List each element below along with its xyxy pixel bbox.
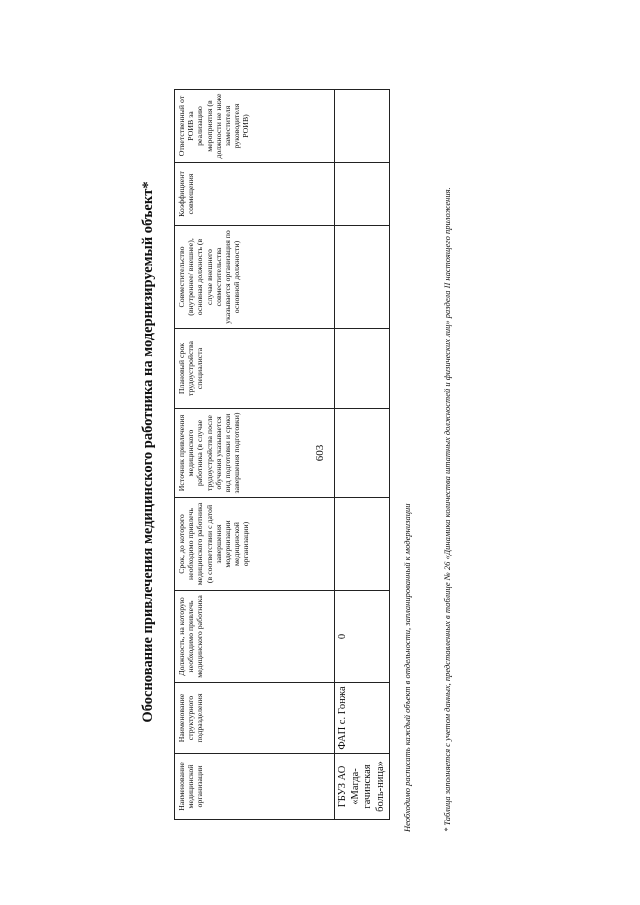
table-cell — [335, 226, 390, 329]
table-cell: ФАП с. Гонжа — [335, 683, 390, 754]
table-cell — [335, 329, 390, 409]
header-cell: Наименование структурного подразделения — [175, 683, 335, 754]
header-cell: Должность, на которую необходимо привлечь медицинского работника — [175, 591, 335, 683]
table-cell — [335, 90, 390, 163]
table-cell — [335, 409, 390, 498]
justification-table — [174, 89, 390, 820]
footnote-objects: Необходимо расписать каждый объект в отдельности, запланированный к модернизации — [402, 503, 412, 832]
header-cell: Наименование медицинской организации — [175, 754, 335, 820]
footnote-asterisk: * Таблица заполняется с учетом данных, представленных в таблице № 26 «Динамика количества штатных должностей и физических лиц» раздела II настоящего приложения. — [442, 187, 452, 832]
header-cell: Совместительство (внутреннее/ внешнее), основная должность (в случае внешнего совместительства указывается организация по основной должности) — [175, 226, 335, 329]
page-title: Обоснование привлечения медицинского работника на модернизируемый объект* — [140, 181, 156, 723]
page-number: 603 — [314, 444, 326, 462]
header-cell: Плановый срок трудоустройства специалиста — [175, 329, 335, 409]
table-header-row — [175, 90, 335, 820]
rotated-content — [140, 72, 500, 832]
table-cell — [335, 163, 390, 226]
header-cell: Источник привлечения медицинского работника (в случае трудоустройства после обучения указывается вид подготовки и сроки завершения подготовки) — [175, 409, 335, 498]
header-cell: Ответственный от РОИВ за реализацию мероприятия (в должности не ниже заместителя руководителя РОИВ) — [175, 90, 335, 163]
header-cell: Коэффициент совмещения — [175, 163, 335, 226]
table-cell: ГБУЗ АО «Магда-гачинская боль-ница» — [335, 754, 390, 820]
table-cell — [335, 498, 390, 591]
header-cell: Срок, до которого необходимо привлечь медицинского работника (в соответствии с датой завершения модернизации медицинской организации) — [175, 498, 335, 591]
table-cell: 0 — [335, 591, 390, 683]
table-row — [335, 90, 390, 820]
